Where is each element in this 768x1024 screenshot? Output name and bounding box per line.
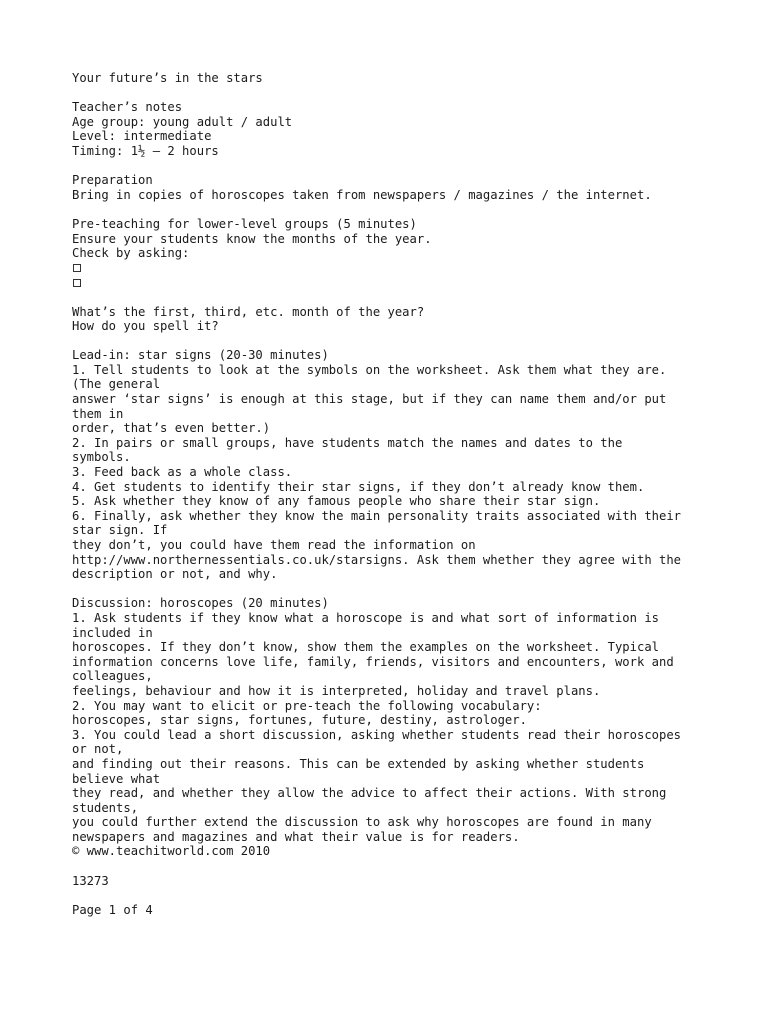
discussion-line: they read, and whether they allow the advice to affect their actions. With strong [72,786,667,801]
discussion-line: 3. You could lead a short discussion, asking whether students read their horoscopes [72,727,682,742]
lead-in-line: 4. Get students to identify their star signs, if they don’t already know them. [72,479,645,494]
timing: Timing: 1½ – 2 hours [72,143,219,158]
level: Level: intermediate [72,129,212,144]
lead-in-line: http://www.northernessentials.co.uk/starsigns. Ask them whether they agree with the [72,552,682,567]
lead-in-line: 6. Finally, ask whether they know the main personality traits associated with their [72,508,682,523]
pre-teaching-heading: Pre-teaching for lower-level groups (5 minutes) [72,216,417,231]
bullet-row [72,275,712,290]
preparation-heading: Preparation [72,173,153,188]
teacher-notes-heading: Teacher’s notes [72,100,183,115]
document-page [72,71,712,917]
copyright: © www.teachitworld.com 2010 [72,844,271,859]
lead-in-line: 5. Ask whether they know of any famous people who share their star sign. [72,494,601,509]
lead-in-line: 2. In pairs or small groups, have students match the names and dates to the [72,435,623,450]
document-title: Your future’s in the stars [72,71,263,85]
discussion-line: believe what [72,771,161,786]
discussion-line: colleagues, [72,669,153,684]
discussion-line: or not, [72,742,124,757]
document-id: 13273 [72,873,109,888]
pre-teaching-question: What’s the first, third, etc. month of the year? [72,304,425,319]
bullet-row [72,261,712,276]
lead-in-line: star sign. If [72,523,168,538]
lead-in-line: symbols. [72,450,131,465]
discussion-line: newspapers and magazines and what their value is for readers. [72,829,520,844]
bullet-square-icon [73,264,81,272]
discussion-line: 1. Ask students if they know what a horoscope is and what sort of information is [72,610,659,625]
discussion-line: information concerns love life, family, friends, visitors and encounters, work and [72,654,674,669]
lead-in-line: answer ‘star signs’ is enough at this stage, but if they can name them and/or put [72,392,667,407]
discussion-line: students, [72,800,139,815]
bullet-square-icon [73,279,81,287]
age-group: Age group: young adult / adult [72,114,293,129]
discussion-line: horoscopes, star signs, fortunes, future, destiny, astrologer. [72,713,527,728]
lead-in-heading: Lead-in: star signs (20-30 minutes) [72,348,329,363]
discussion-heading: Discussion: horoscopes (20 minutes) [72,596,329,611]
pre-teaching-line: Check by asking: [72,246,190,261]
discussion-line: 2. You may want to elicit or pre-teach the following vocabulary: [72,698,542,713]
discussion-line: feelings, behaviour and how it is interpreted, holiday and travel plans. [72,683,601,698]
lead-in-line: description or not, and why. [72,567,278,582]
lead-in-line: 1. Tell students to look at the symbols on the worksheet. Ask them what they are. [72,362,667,377]
lead-in-line: they don’t, you could have them read the information on [72,538,476,552]
discussion-line: and finding out their reasons. This can be extended by asking whether students [72,756,645,771]
page-number: Page 1 of 4 [72,902,153,917]
discussion-line: you could further extend the discussion to ask why horoscopes are found in many [72,815,652,830]
lead-in-line: them in [72,406,124,421]
discussion-line: horoscopes. If they don’t know, show them the examples on the worksheet. Typical [72,640,659,655]
lead-in-line: order, that’s even better.) [72,421,271,436]
preparation-text: Bring in copies of horoscopes taken from newspapers / magazines / the internet. [72,187,652,202]
pre-teaching-question: How do you spell it? [72,319,219,334]
discussion-line: included in [72,625,153,640]
lead-in-line: (The general [72,377,161,392]
pre-teaching-line: Ensure your students know the months of the year. [72,231,432,246]
lead-in-line: 3. Feed back as a whole class. [72,465,293,480]
